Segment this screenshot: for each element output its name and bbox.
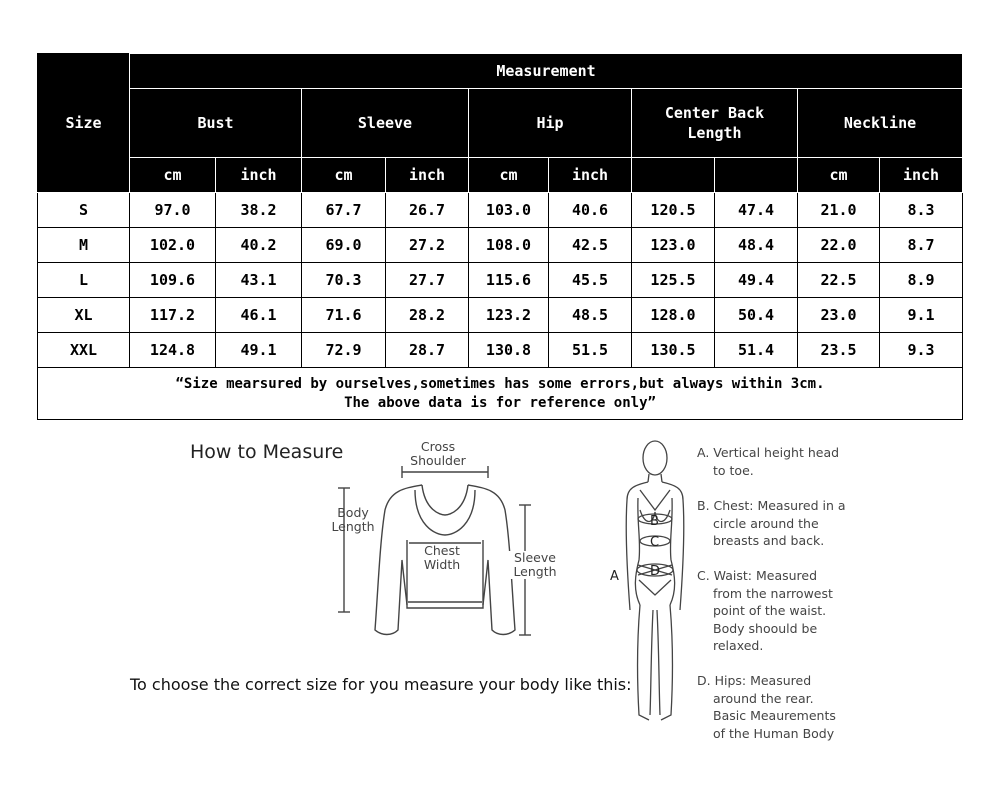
table-cell: 128.0 bbox=[632, 298, 715, 333]
definition-b-line: breasts and back. bbox=[713, 533, 825, 548]
table-cell: 130.8 bbox=[469, 333, 549, 368]
legs-outline bbox=[638, 605, 673, 720]
body-length-label-line: Body bbox=[337, 505, 369, 520]
table-cell: 123.0 bbox=[632, 228, 715, 263]
table-cell: 28.2 bbox=[386, 298, 469, 333]
table-cell: 97.0 bbox=[130, 193, 216, 228]
table-cell: 103.0 bbox=[469, 193, 549, 228]
group-header-sleeve: Sleeve bbox=[302, 89, 469, 158]
table-cell: 47.4 bbox=[715, 193, 798, 228]
table-cell: 27.2 bbox=[386, 228, 469, 263]
table-cell: 125.5 bbox=[632, 263, 715, 298]
note-line-2: The above data is for reference only” bbox=[344, 394, 656, 411]
table-cell: 46.1 bbox=[216, 298, 302, 333]
underwear-outline bbox=[639, 580, 671, 595]
definition-c-line: Body shoould be bbox=[713, 620, 818, 636]
table-cell: 9.1 bbox=[880, 298, 963, 333]
definition-d-line: of the Human Body bbox=[713, 725, 835, 741]
definition-a bbox=[697, 444, 867, 479]
table-cell: 9.3 bbox=[880, 333, 963, 368]
table-row bbox=[38, 333, 963, 368]
unit-header bbox=[632, 158, 715, 193]
table-cell: 48.4 bbox=[715, 228, 798, 263]
definition-d-line: D. Hips: Measured bbox=[697, 673, 812, 688]
table-row bbox=[38, 263, 963, 298]
how-to-measure-title: How to Measure bbox=[190, 441, 344, 463]
human-body-figure bbox=[605, 430, 695, 730]
note-row bbox=[38, 368, 963, 420]
size-cell: L bbox=[38, 263, 130, 298]
group-header-hip: Hip bbox=[469, 89, 632, 158]
sleeve-length-label-line: Sleeve bbox=[514, 550, 556, 565]
cross-shoulder-label bbox=[408, 440, 468, 468]
definition-c-line: relaxed. bbox=[713, 638, 764, 653]
head-outline bbox=[643, 441, 667, 475]
unit-header: inch bbox=[386, 158, 469, 193]
marker-b: B bbox=[650, 514, 659, 529]
definition-a-line: to toe. bbox=[713, 462, 754, 478]
table-cell: 38.2 bbox=[216, 193, 302, 228]
table-cell: 23.5 bbox=[798, 333, 880, 368]
table-cell: 70.3 bbox=[302, 263, 386, 298]
body-length-label-line: Length bbox=[331, 519, 375, 534]
table-cell: 21.0 bbox=[798, 193, 880, 228]
table-cell: 8.3 bbox=[880, 193, 963, 228]
definition-d-line: Basic Meaurements bbox=[713, 708, 836, 723]
chest-width-label-line: Chest bbox=[424, 543, 460, 558]
definition-c-line: from the narrowest bbox=[713, 585, 833, 601]
size-cell: XXL bbox=[38, 333, 130, 368]
marker-d: D bbox=[650, 564, 661, 579]
table-cell: 108.0 bbox=[469, 228, 549, 263]
unit-header: inch bbox=[549, 158, 632, 193]
table-cell: 50.4 bbox=[715, 298, 798, 333]
measurement-header: Measurement bbox=[130, 54, 963, 89]
definition-c-line: C. Waist: Measured bbox=[697, 568, 818, 583]
definition-b-line: circle around the bbox=[713, 515, 819, 531]
marker-c: C bbox=[650, 535, 660, 550]
table-cell: 40.6 bbox=[549, 193, 632, 228]
table-cell: 71.6 bbox=[302, 298, 386, 333]
marker-a: A bbox=[610, 569, 619, 584]
definition-d-line: around the rear. bbox=[713, 690, 814, 706]
table-cell: 49.4 bbox=[715, 263, 798, 298]
group-header-neckline: Neckline bbox=[798, 89, 963, 158]
table-cell: 27.7 bbox=[386, 263, 469, 298]
unit-header: cm bbox=[302, 158, 386, 193]
unit-header bbox=[715, 158, 798, 193]
table-cell: 115.6 bbox=[469, 263, 549, 298]
table-cell: 8.7 bbox=[880, 228, 963, 263]
definition-b bbox=[697, 497, 867, 550]
size-cell: M bbox=[38, 228, 130, 263]
size-cell: XL bbox=[38, 298, 130, 333]
unit-header: inch bbox=[216, 158, 302, 193]
table-cell: 45.5 bbox=[549, 263, 632, 298]
table-cell: 42.5 bbox=[549, 228, 632, 263]
definition-a-line: A. Vertical height head bbox=[697, 445, 840, 460]
table-row bbox=[38, 193, 963, 228]
size-cell: S bbox=[38, 193, 130, 228]
table-cell: 117.2 bbox=[130, 298, 216, 333]
unit-header: cm bbox=[469, 158, 549, 193]
table-row bbox=[38, 228, 963, 263]
table-cell: 120.5 bbox=[632, 193, 715, 228]
collar-outline bbox=[422, 485, 468, 515]
group-header-bust: Bust bbox=[130, 89, 302, 158]
table-cell: 51.4 bbox=[715, 333, 798, 368]
definition-b-line: B. Chest: Measured in a bbox=[697, 498, 846, 513]
table-cell: 69.0 bbox=[302, 228, 386, 263]
body-length-label bbox=[325, 506, 381, 534]
table-cell: 51.5 bbox=[549, 333, 632, 368]
definition-c bbox=[697, 567, 867, 655]
table-cell: 22.0 bbox=[798, 228, 880, 263]
note-line-1: “Size mearsured by ourselves,sometimes has some errors,but always within 3cm. bbox=[175, 375, 825, 392]
center-back-length-label: Center Back Length bbox=[664, 104, 765, 142]
table-cell: 72.9 bbox=[302, 333, 386, 368]
table-cell: 67.7 bbox=[302, 193, 386, 228]
table-cell: 8.9 bbox=[880, 263, 963, 298]
table-row bbox=[38, 298, 963, 333]
table-cell: 26.7 bbox=[386, 193, 469, 228]
size-column-header: Size bbox=[38, 54, 130, 193]
definition-d bbox=[697, 672, 867, 742]
reference-note bbox=[38, 368, 963, 420]
unit-header: cm bbox=[130, 158, 216, 193]
unit-header: inch bbox=[880, 158, 963, 193]
table-cell: 109.6 bbox=[130, 263, 216, 298]
unit-header: cm bbox=[798, 158, 880, 193]
size-chart-table bbox=[37, 53, 963, 420]
table-cell: 49.1 bbox=[216, 333, 302, 368]
table-cell: 123.2 bbox=[469, 298, 549, 333]
table-cell: 40.2 bbox=[216, 228, 302, 263]
table-cell: 130.5 bbox=[632, 333, 715, 368]
table-cell: 28.7 bbox=[386, 333, 469, 368]
table-cell: 102.0 bbox=[130, 228, 216, 263]
chest-width-label-line: Width bbox=[423, 557, 461, 572]
table-cell: 43.1 bbox=[216, 263, 302, 298]
sleeve-length-label-line: Length bbox=[513, 564, 557, 579]
table-cell: 23.0 bbox=[798, 298, 880, 333]
definition-c-line: point of the waist. bbox=[713, 603, 827, 618]
sleeve-length-label bbox=[505, 551, 565, 579]
measure-instruction: To choose the correct size for you measure your body like this: bbox=[130, 675, 632, 694]
table-cell: 124.8 bbox=[130, 333, 216, 368]
table-cell: 22.5 bbox=[798, 263, 880, 298]
chest-width-label bbox=[414, 544, 470, 572]
group-header-center-back-length bbox=[632, 89, 798, 158]
cross-shoulder-label-line: Cross bbox=[420, 439, 456, 454]
table-cell: 48.5 bbox=[549, 298, 632, 333]
cross-shoulder-label-line: Shoulder bbox=[410, 453, 466, 468]
